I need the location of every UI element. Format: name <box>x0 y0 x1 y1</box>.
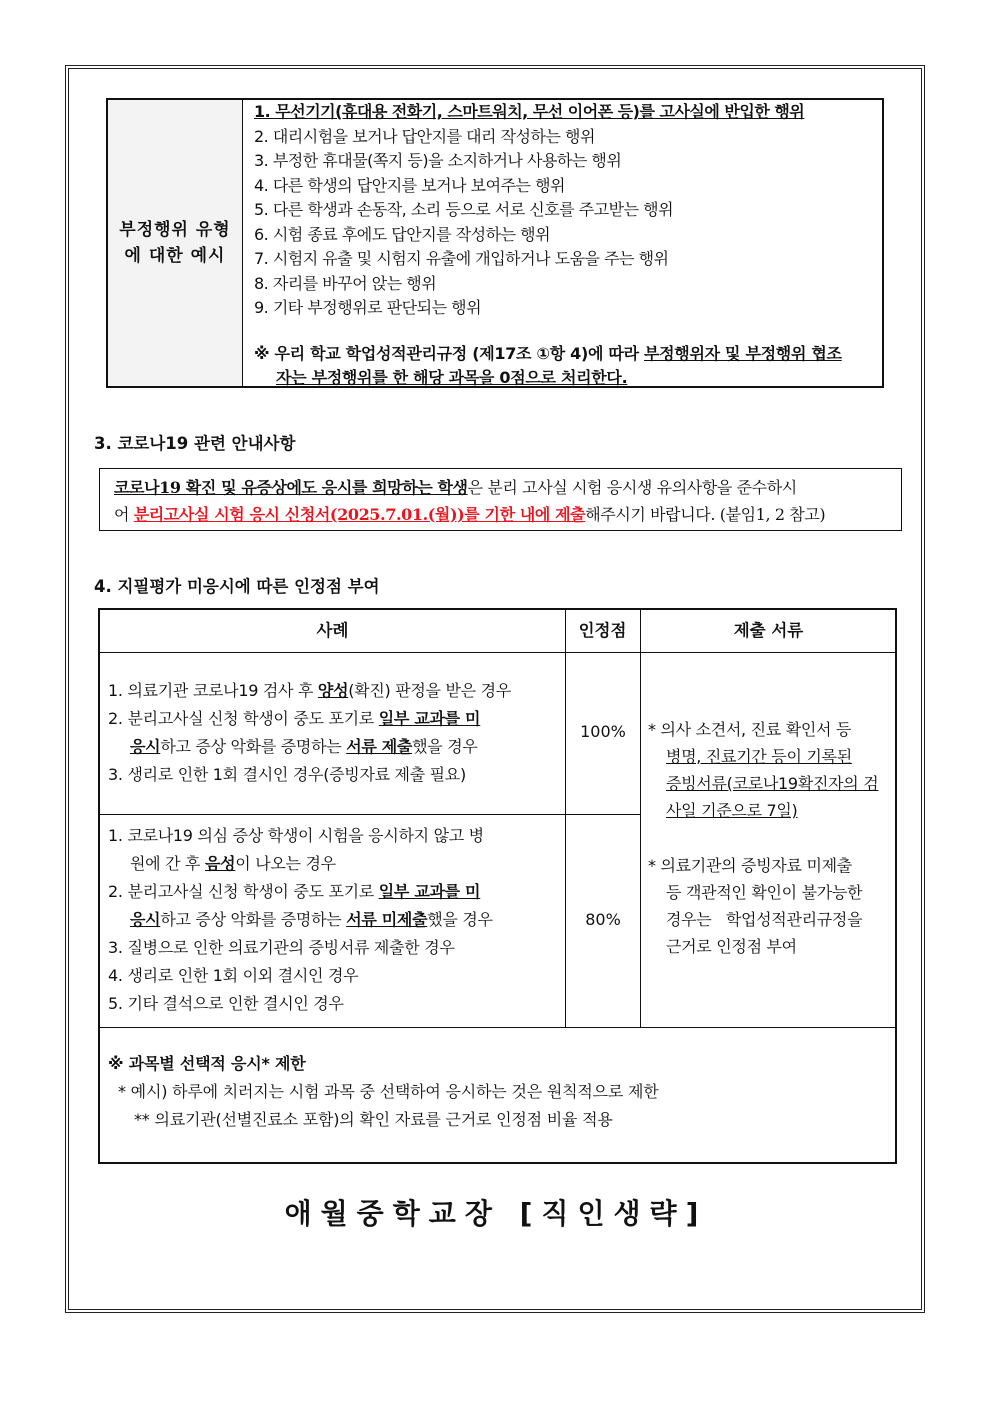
misconduct-list <box>254 100 876 321</box>
misconduct-table <box>106 98 884 388</box>
case-list-80 <box>108 822 560 1018</box>
docs-underlined: 사일 기준으로 7일) <box>666 801 798 820</box>
case-text: 했을 경우 <box>412 737 478 756</box>
case-text: 3. 생리로 인한 1회 결시인 경우(증빙자료 제출 필요) <box>108 765 466 784</box>
docs-text: 경우는 학업성적관리규정을 <box>666 910 863 929</box>
header-score: 인정점 <box>578 621 627 640</box>
header-case: 사례 <box>316 621 349 640</box>
docs-text: * 의료기관의 증빙자료 미제출 <box>648 856 852 875</box>
recognition-table <box>98 608 897 1164</box>
case-emph: 서류 미제출 <box>346 910 428 929</box>
section3-heading: 3. 코로나19 관련 안내사항 <box>94 434 296 453</box>
docs-text: * 의사 소견서, 진료 확인서 등 <box>648 720 852 739</box>
header-docs: 제출 서류 <box>733 621 804 640</box>
docs-text: 근거로 인정점 부여 <box>666 937 797 956</box>
misconduct-item: 2. 대리시험을 보거나 답안지를 대리 작성하는 행위 <box>254 126 595 146</box>
misconduct-label <box>108 100 243 386</box>
footnote-line: ** 의료기관(선별진료소 포함)의 확인 자료를 근거로 인정점 비율 적용 <box>134 1110 613 1129</box>
misconduct-item: 1. 무선기기(휴대용 전화기, 스마트워치, 무선 이어폰 등)를 고사실에 반입한 행위 <box>254 102 805 121</box>
misconduct-label-line2: 에 대한 예시 <box>124 246 226 266</box>
misconduct-note <box>254 342 876 390</box>
docs-text: 등 객관적인 확인이 불가능한 <box>666 883 863 902</box>
case-text: 1. 코로나19 의심 증상 학생이 시험을 응시하지 않고 병 <box>108 826 484 845</box>
case-text: 3. 질병으로 인한 의료기관의 증빙서류 제출한 경우 <box>108 938 455 957</box>
docs-underlined: 병명, 진료기간 등이 기록된 <box>666 747 852 766</box>
misconduct-item: 5. 다른 학생과 손동작, 소리 등으로 서로 신호를 주고받는 행위 <box>254 200 674 219</box>
footnote-title: ※ 과목별 선택적 응시* 제한 <box>108 1054 306 1073</box>
case-text: 2. 분리고사실 신청 학생이 중도 포기로 <box>108 709 379 728</box>
principal-signature: 애월중학교장 [직인생략] <box>284 1197 708 1230</box>
case-text: 하고 증상 악화를 증명하는 <box>160 737 347 756</box>
misconduct-item: 6. 시험 종료 후에도 답안지를 작성하는 행위 <box>254 224 551 244</box>
case-text: 하고 증상 악화를 증명하는 <box>160 910 347 929</box>
case-text: 원에 간 후 <box>130 854 205 873</box>
covid-notice-box <box>99 468 902 531</box>
selective-exam-note <box>108 1050 659 1134</box>
case-emph: 양성 <box>317 681 349 700</box>
row-divider <box>100 652 895 653</box>
case-text: 이 나오는 경우 <box>235 854 336 873</box>
col-divider <box>640 610 641 1027</box>
row-divider <box>100 814 641 815</box>
case-emph: 일부 교과를 미 <box>378 882 481 901</box>
row-divider <box>100 1027 895 1028</box>
case-emph: 응시 <box>130 910 161 929</box>
misconduct-item: 8. 자리를 바꾸어 앉는 행위 <box>254 273 437 293</box>
footnote-line: * 예시) 하루에 치러지는 시험 과목 중 선택하여 응시하는 것은 원칙적으로 제한 <box>118 1082 659 1101</box>
case-emph: 일부 교과를 미 <box>378 709 481 728</box>
notice-text: 은 분리 고사실 시험 응시생 유의사항을 준수하시 <box>467 478 797 497</box>
docs-required <box>648 716 892 824</box>
misconduct-item: 3. 부정한 휴대물(쪽지 등)을 소지하거나 사용하는 행위 <box>254 151 622 170</box>
case-emph: 서류 제출 <box>346 737 413 756</box>
case-text: 4. 생리로 인한 1회 이외 결시인 경우 <box>108 966 359 985</box>
notice-underlined: 코로나19 확진 및 유증상에도 응시를 희망하는 학생 <box>114 478 468 497</box>
notice-text-3: 해주시기 바랍니다. (붙임1, 2 참고) <box>585 505 826 524</box>
section4-heading: 4. 지필평가 미응시에 따른 인정점 부여 <box>94 577 380 596</box>
case-text: 했을 경우 <box>427 910 493 929</box>
case-text: 2. 분리고사실 신청 학생이 중도 포기로 <box>108 882 379 901</box>
notice-deadline: 분리고사실 시험 응시 신청서(2025.7.01.(월))를 기한 내에 제출 <box>133 505 586 524</box>
misconduct-item: 4. 다른 학생의 답안지를 보거나 보여주는 행위 <box>254 175 565 195</box>
notice-text-2: 어 <box>114 505 134 524</box>
case-text: 1. 의료기관 코로나19 검사 후 <box>108 681 318 700</box>
docs-exception <box>648 852 892 960</box>
col-divider <box>565 610 566 1027</box>
score-100: 100% <box>580 722 626 741</box>
case-text: (확진) 판정을 받은 경우 <box>348 681 511 700</box>
case-emph: 음성 <box>204 854 236 873</box>
case-text: 5. 기타 결석으로 인한 결시인 경우 <box>108 994 344 1013</box>
note-underlined-1: 부정행위자 및 부정행위 협조 <box>644 344 842 363</box>
misconduct-label-line1: 부정행위 유형 <box>119 220 231 240</box>
docs-underlined: 증빙서류(코로나19확진자의 검 <box>666 774 879 793</box>
note-underlined-2: 자는 부정행위를 한 해당 과목을 0점으로 처리한다. <box>276 368 628 387</box>
note-prefix: ※ 우리 학교 학업성적관리규정 (제17조 ①항 4)에 따라 <box>254 344 644 363</box>
misconduct-item: 7. 시험지 유출 및 시험지 유출에 개입하거나 도움을 주는 행위 <box>254 249 669 268</box>
score-80: 80% <box>585 910 621 929</box>
misconduct-item: 9. 기타 부정행위로 판단되는 행위 <box>254 298 482 317</box>
case-list-100 <box>108 677 560 789</box>
case-emph: 응시 <box>130 737 161 756</box>
